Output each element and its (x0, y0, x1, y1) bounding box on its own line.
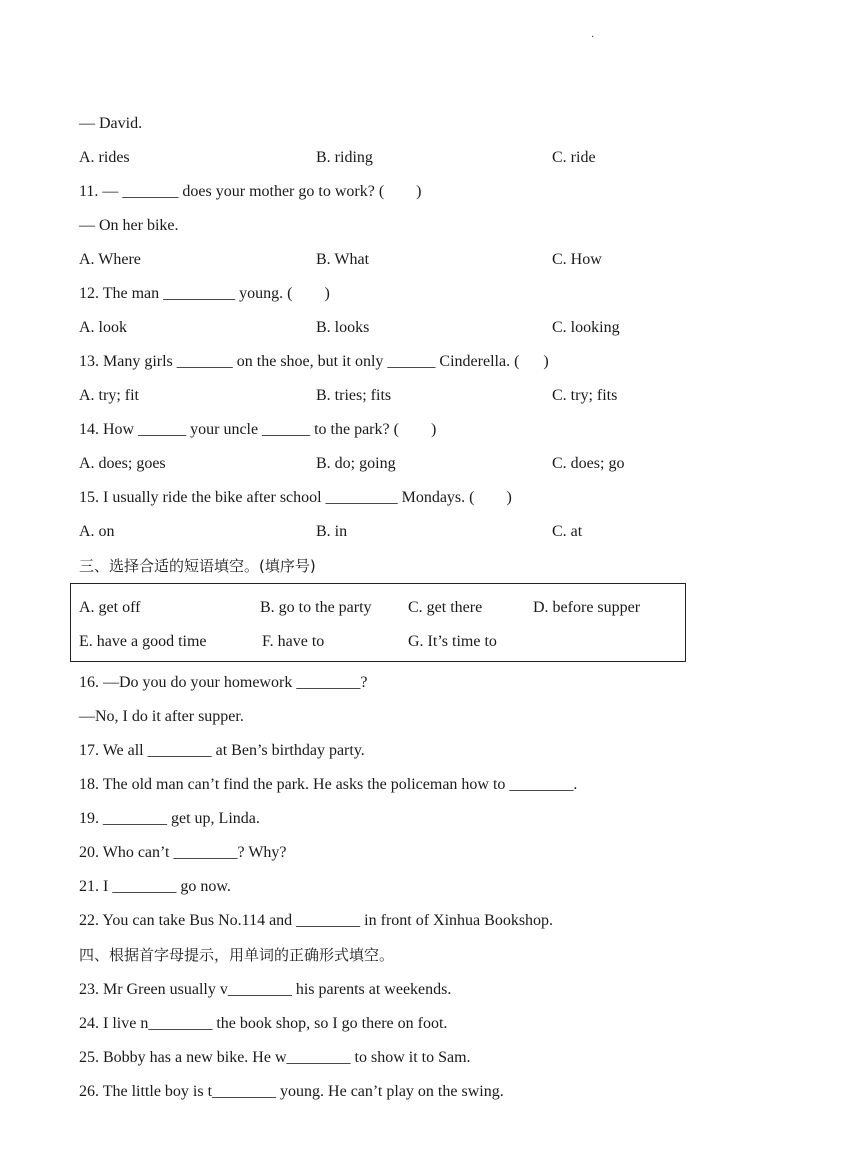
phrase-option: C. get there (408, 599, 483, 616)
q12-option-c: C. looking (552, 319, 620, 336)
q22-question: 22. You can take Bus No.114 and ________ in front of Xinhua Bookshop. (79, 912, 554, 929)
phrase-box (70, 583, 686, 662)
phrase-option: G. It’s time to (408, 633, 497, 650)
q16-question: 16. —Do you do your homework ________? (79, 674, 368, 691)
q24-question: 24. I live n________ the book shop, so I go there on foot. (79, 1015, 448, 1032)
q16-answer: —No, I do it after supper. (79, 708, 244, 725)
q17-question: 17. We all ________ at Ben’s birthday party. (79, 742, 365, 759)
q25-question: 25. Bobby has a new bike. He w________ to show it to Sam. (79, 1049, 471, 1066)
q14-option-b: B. do; going (316, 455, 396, 472)
q15-option-c: C. at (552, 523, 583, 540)
q12-option-a: A. look (79, 319, 127, 336)
q21-question: 21. I ________ go now. (79, 878, 231, 895)
q10-option-b: B. riding (316, 149, 373, 166)
q23-question: 23. Mr Green usually v________ his parents at weekends. (79, 981, 452, 998)
q13-option-c: C. try; fits (552, 387, 618, 404)
q14-option-c: C. does; go (552, 455, 625, 472)
phrase-option: D. before supper (533, 599, 641, 616)
q14-option-a: A. does; goes (79, 455, 166, 472)
section4-title: 四、根据首字母提示，用单词的正确形式填空。 (79, 946, 395, 964)
phrase-option: A. get off (79, 599, 141, 616)
q10-answer: — David. (79, 115, 143, 132)
phrase-option: B. go to the party (260, 599, 372, 616)
q12-question: 12. The man _________ young. ( ) (79, 285, 330, 302)
q12-option-b: B. looks (316, 319, 370, 336)
q18-question: 18. The old man can’t find the park. He asks the policeman how to ________. (79, 776, 578, 793)
q20-question: 20. Who can’t ________? Why? (79, 844, 287, 861)
q11-question: 11. — _______ does your mother go to work? ( ) (79, 183, 422, 200)
q11-option-c: C. How (552, 251, 602, 268)
q13-question: 13. Many girls _______ on the shoe, but it only ______ Cinderella. ( ) (79, 353, 549, 370)
q10-option-c: C. ride (552, 149, 596, 166)
q13-option-b: B. tries; fits (316, 387, 392, 404)
q15-option-a: A. on (79, 523, 115, 540)
phrase-option: E. have a good time (79, 633, 207, 650)
q14-question: 14. How ______ your uncle ______ to the park? ( ) (79, 421, 437, 438)
q10-option-a: A. rides (79, 149, 130, 166)
q15-option-b: B. in (316, 523, 348, 540)
q11-answer: — On her bike. (79, 217, 179, 234)
phrase-option: F. have to (262, 633, 325, 650)
q15-question: 15. I usually ride the bike after school _________ Mondays. ( ) (79, 489, 512, 506)
q13-option-a: A. try; fit (79, 387, 139, 404)
q26-question: 26. The little boy is t________ young. He can’t play on the swing. (79, 1083, 504, 1100)
page-mark: · (591, 32, 595, 43)
q19-question: 19. ________ get up, Linda. (79, 810, 260, 827)
q11-option-a: A. Where (79, 251, 141, 268)
section3-title: 三、选择合适的短语填空。(填序号) (79, 557, 316, 575)
q11-option-b: B. What (316, 251, 370, 268)
